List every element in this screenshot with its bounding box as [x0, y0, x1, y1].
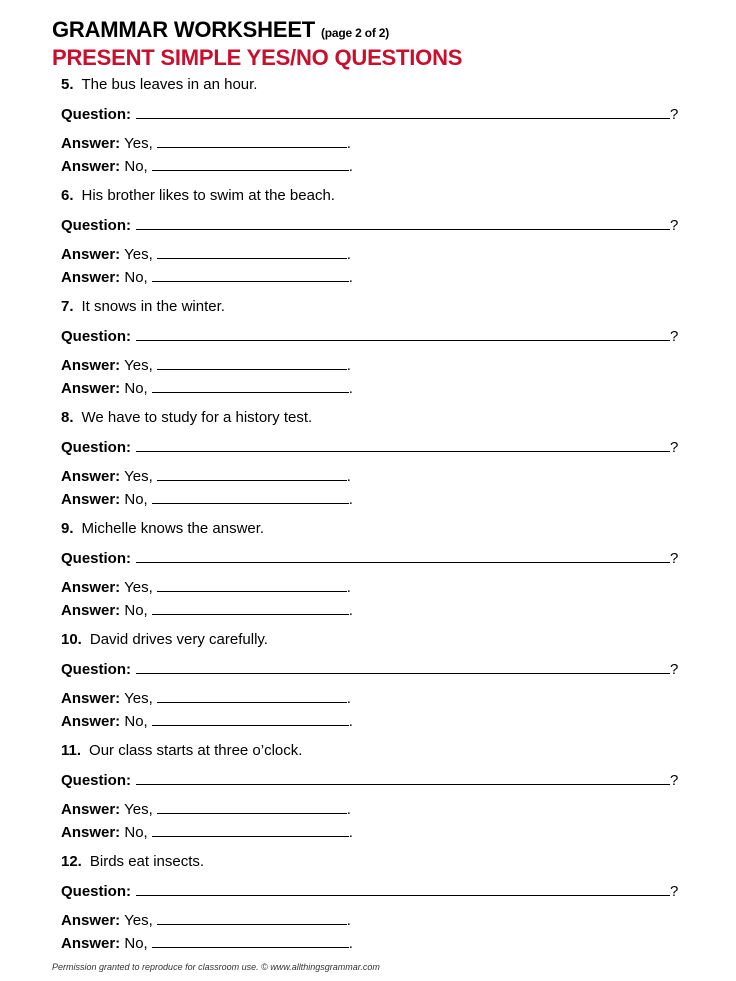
no-label: No, [124, 824, 148, 841]
page-indicator: (page 2 of 2) [320, 26, 390, 40]
no-answer-row [61, 933, 353, 953]
question-mark: ? [670, 217, 679, 234]
question-blank[interactable] [136, 881, 670, 896]
no-answer-blank[interactable] [152, 267, 349, 282]
question-label: Question: [61, 883, 131, 900]
answer-label: Answer: [61, 158, 121, 175]
answer-period: . [346, 579, 351, 596]
no-label: No, [124, 935, 148, 952]
yes-answer-row [61, 133, 351, 153]
answer-label: Answer: [61, 491, 121, 508]
question-row [61, 326, 678, 346]
yes-answer-blank[interactable] [157, 688, 347, 703]
worksheet-subtitle: PRESENT SIMPLE YES/NO QUESTIONS [52, 45, 463, 70]
answer-label: Answer: [61, 912, 121, 929]
answer-period: . [346, 690, 351, 707]
exercise-statement [61, 520, 264, 538]
question-row [61, 881, 678, 901]
exercise-item-1 [61, 76, 691, 187]
answer-period: . [346, 468, 351, 485]
question-blank[interactable] [136, 215, 670, 230]
question-mark: ? [670, 883, 679, 900]
question-blank[interactable] [136, 437, 670, 452]
answer-label: Answer: [61, 801, 121, 818]
answer-period: . [346, 135, 351, 152]
exercise-number: 9. [61, 520, 74, 537]
question-mark: ? [670, 106, 679, 123]
answer-label: Answer: [61, 690, 121, 707]
statement-text: Our class starts at three o’clock. [89, 742, 303, 759]
yes-answer-blank[interactable] [157, 355, 347, 370]
no-answer-row [61, 267, 353, 287]
answer-label: Answer: [61, 579, 121, 596]
exercise-item-3 [61, 298, 691, 409]
exercise-statement [61, 742, 302, 760]
no-answer-blank[interactable] [152, 378, 349, 393]
exercise-number: 10. [61, 631, 82, 648]
statement-text: It snows in the winter. [81, 298, 225, 315]
yes-label: Yes, [124, 912, 153, 929]
no-answer-row [61, 378, 353, 398]
answer-label: Answer: [61, 246, 121, 263]
yes-label: Yes, [124, 135, 153, 152]
answer-label: Answer: [61, 602, 121, 619]
no-answer-row [61, 600, 353, 620]
worksheet-title: GRAMMAR WORKSHEET [52, 17, 316, 42]
yes-label: Yes, [124, 801, 153, 818]
statement-text: Birds eat insects. [89, 853, 205, 870]
no-answer-blank[interactable] [152, 156, 349, 171]
no-label: No, [124, 380, 148, 397]
question-mark: ? [670, 328, 679, 345]
answer-label: Answer: [61, 357, 121, 374]
answer-label: Answer: [61, 824, 121, 841]
answer-period: . [346, 357, 351, 374]
answer-period: . [348, 824, 353, 841]
yes-label: Yes, [124, 357, 153, 374]
exercise-number: 11. [61, 742, 82, 759]
question-blank[interactable] [136, 770, 670, 785]
yes-answer-row [61, 688, 351, 708]
exercise-item-7 [61, 742, 691, 853]
question-row [61, 437, 678, 457]
answer-period: . [348, 935, 353, 952]
no-answer-row [61, 156, 353, 176]
no-answer-blank[interactable] [152, 711, 349, 726]
no-label: No, [124, 491, 148, 508]
answer-label: Answer: [61, 380, 121, 397]
answer-period: . [346, 801, 351, 818]
no-answer-row [61, 711, 353, 731]
no-answer-blank[interactable] [152, 933, 349, 948]
question-blank[interactable] [136, 548, 670, 563]
copyright-footer: Permission granted to reproduce for classroom use. © www.allthingsgrammar.com [52, 962, 380, 972]
statement-text: The bus leaves in an hour. [81, 76, 258, 93]
no-answer-blank[interactable] [152, 822, 349, 837]
answer-label: Answer: [61, 135, 121, 152]
exercise-statement [61, 187, 335, 205]
yes-answer-row [61, 910, 351, 930]
exercise-statement [61, 409, 312, 427]
exercise-item-6 [61, 631, 691, 742]
exercise-statement [61, 298, 225, 316]
question-blank[interactable] [136, 659, 670, 674]
answer-label: Answer: [61, 713, 121, 730]
question-label: Question: [61, 661, 131, 678]
answer-period: . [348, 269, 353, 286]
answer-period: . [346, 912, 351, 929]
exercise-number: 6. [61, 187, 74, 204]
yes-label: Yes, [124, 579, 153, 596]
answer-period: . [348, 158, 353, 175]
yes-label: Yes, [124, 690, 153, 707]
exercise-statement [61, 631, 268, 649]
question-label: Question: [61, 217, 131, 234]
exercise-item-8 [61, 853, 691, 964]
statement-text: Michelle knows the answer. [81, 520, 265, 537]
question-mark: ? [670, 439, 679, 456]
yes-answer-row [61, 355, 351, 375]
title-line [52, 18, 462, 45]
yes-answer-blank[interactable] [157, 133, 347, 148]
no-answer-row [61, 822, 353, 842]
exercise-number: 8. [61, 409, 74, 426]
exercise-number: 12. [61, 853, 82, 870]
exercise-number: 7. [61, 298, 74, 315]
yes-answer-blank[interactable] [157, 910, 347, 925]
yes-answer-blank[interactable] [157, 577, 347, 592]
question-label: Question: [61, 550, 131, 567]
question-blank[interactable] [136, 326, 670, 341]
answer-label: Answer: [61, 935, 121, 952]
yes-label: Yes, [124, 468, 153, 485]
yes-answer-row [61, 577, 351, 597]
question-mark: ? [670, 550, 679, 567]
answer-period: . [348, 380, 353, 397]
yes-answer-blank[interactable] [157, 466, 347, 481]
statement-text: David drives very carefully. [89, 631, 268, 648]
answer-label: Answer: [61, 468, 121, 485]
no-answer-row [61, 489, 353, 509]
question-row [61, 215, 678, 235]
worksheet-header [52, 18, 462, 70]
exercise-item-4 [61, 409, 691, 520]
answer-period: . [348, 491, 353, 508]
yes-answer-blank[interactable] [157, 244, 347, 259]
question-label: Question: [61, 106, 131, 123]
question-row [61, 770, 678, 790]
statement-text: We have to study for a history test. [81, 409, 313, 426]
answer-period: . [348, 602, 353, 619]
question-mark: ? [670, 772, 679, 789]
question-row [61, 548, 678, 568]
question-label: Question: [61, 328, 131, 345]
yes-answer-row [61, 799, 351, 819]
question-label: Question: [61, 772, 131, 789]
question-row [61, 104, 678, 124]
exercise-number: 5. [61, 76, 74, 93]
no-label: No, [124, 602, 148, 619]
no-label: No, [124, 158, 148, 175]
no-answer-blank[interactable] [152, 600, 349, 615]
answer-label: Answer: [61, 269, 121, 286]
question-mark: ? [670, 661, 679, 678]
exercise-statement [61, 76, 257, 94]
exercise-statement [61, 853, 204, 871]
no-label: No, [124, 713, 148, 730]
exercise-item-2 [61, 187, 691, 298]
answer-period: . [348, 713, 353, 730]
yes-answer-blank[interactable] [157, 799, 347, 814]
yes-label: Yes, [124, 246, 153, 263]
statement-text: His brother likes to swim at the beach. [81, 187, 335, 204]
no-answer-blank[interactable] [152, 489, 349, 504]
answer-period: . [346, 246, 351, 263]
question-blank[interactable] [136, 104, 670, 119]
exercise-item-5 [61, 520, 691, 631]
question-row [61, 659, 678, 679]
no-label: No, [124, 269, 148, 286]
question-label: Question: [61, 439, 131, 456]
yes-answer-row [61, 244, 351, 264]
yes-answer-row [61, 466, 351, 486]
